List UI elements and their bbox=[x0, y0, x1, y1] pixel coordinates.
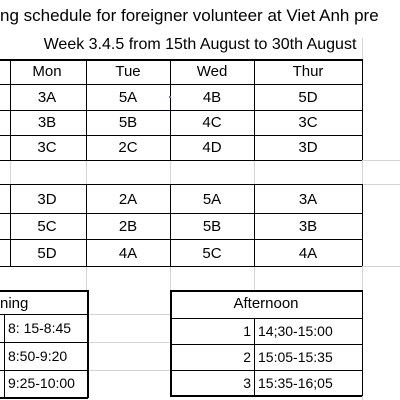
table-border bbox=[0, 370, 88, 371]
class-cell[interactable]: 4A bbox=[298, 245, 318, 262]
class-cell[interactable]: 3C bbox=[298, 114, 318, 131]
table-border bbox=[86, 59, 87, 160]
class-cell[interactable]: 3D bbox=[298, 139, 318, 156]
class-cell[interactable]: 5D bbox=[298, 89, 318, 106]
table-border bbox=[0, 239, 362, 240]
table-border bbox=[254, 184, 255, 266]
table-border bbox=[170, 395, 362, 397]
gridline bbox=[254, 266, 255, 290]
gridline bbox=[86, 266, 87, 290]
table-border bbox=[4, 314, 5, 398]
time-slot[interactable]: 8: 15-8:45 bbox=[8, 320, 72, 336]
morning-label: ning bbox=[0, 295, 29, 312]
class-cell[interactable]: 2B bbox=[118, 218, 138, 235]
time-slot[interactable]: 9:25-10:00 bbox=[8, 375, 75, 391]
table-border bbox=[10, 184, 11, 266]
slot-number[interactable]: 2 bbox=[243, 349, 251, 365]
time-slot[interactable]: 14;30-15:00 bbox=[258, 323, 333, 339]
gridline bbox=[86, 314, 170, 315]
table-border bbox=[0, 184, 362, 185]
stray-mark bbox=[169, 96, 171, 98]
table-border bbox=[0, 110, 362, 111]
day-header-mon: Mon bbox=[32, 63, 62, 80]
table-border bbox=[86, 184, 87, 266]
gridline bbox=[86, 160, 87, 184]
table-border bbox=[0, 266, 362, 267]
table-border bbox=[0, 84, 362, 85]
gridline bbox=[86, 342, 170, 343]
table-border bbox=[170, 59, 171, 160]
gridline bbox=[170, 266, 171, 290]
class-cell[interactable]: 4C bbox=[202, 114, 222, 131]
class-cell[interactable]: 2C bbox=[118, 139, 138, 156]
table-border bbox=[10, 59, 11, 160]
afternoon-label: Afternoon bbox=[233, 295, 299, 312]
class-cell[interactable]: 4B bbox=[202, 89, 222, 106]
slot-number[interactable]: 1 bbox=[243, 323, 251, 339]
table-border bbox=[0, 160, 362, 161]
class-cell[interactable]: 5C bbox=[37, 218, 57, 235]
table-border bbox=[362, 59, 363, 160]
class-cell[interactable]: 4A bbox=[118, 245, 138, 262]
table-border bbox=[254, 59, 255, 160]
table-border bbox=[0, 59, 362, 61]
schedule-subtitle: Week 3.4.5 from 15th August to 30th August bbox=[43, 36, 357, 53]
day-header-tue: Tue bbox=[115, 63, 141, 80]
class-cell[interactable]: 3B bbox=[37, 114, 57, 131]
class-cell[interactable]: 5B bbox=[118, 114, 138, 131]
class-cell[interactable]: 5C bbox=[202, 245, 222, 262]
table-border bbox=[170, 370, 362, 371]
table-border bbox=[254, 318, 255, 395]
day-header-thur: Thur bbox=[292, 63, 324, 80]
class-cell[interactable]: 3B bbox=[298, 218, 318, 235]
table-border bbox=[0, 213, 362, 214]
slot-number[interactable]: 3 bbox=[243, 375, 251, 391]
table-border bbox=[0, 342, 88, 343]
class-cell[interactable]: 5D bbox=[37, 245, 57, 262]
class-cell[interactable]: 2A bbox=[118, 191, 138, 208]
table-border bbox=[362, 290, 363, 396]
class-cell[interactable]: 3D bbox=[37, 191, 57, 208]
table-border bbox=[170, 290, 362, 292]
table-border bbox=[170, 318, 362, 319]
gridline bbox=[10, 160, 11, 184]
time-slot[interactable]: 8:50-9:20 bbox=[8, 348, 68, 364]
gridline bbox=[254, 160, 255, 184]
gridline bbox=[86, 370, 170, 371]
schedule-title: ng schedule for foreigner volunteer at Viet Anh pre bbox=[0, 6, 379, 25]
time-slot[interactable]: 15:35-16;05 bbox=[258, 375, 333, 391]
class-cell[interactable]: 5A bbox=[202, 191, 222, 208]
class-cell[interactable]: 3C bbox=[37, 139, 57, 156]
table-border bbox=[0, 397, 88, 399]
table-border bbox=[0, 314, 88, 315]
gridline bbox=[170, 160, 171, 184]
table-border bbox=[0, 290, 88, 292]
class-cell[interactable]: 3A bbox=[298, 191, 318, 208]
table-border bbox=[170, 344, 362, 345]
time-slot[interactable]: 15:05-15:35 bbox=[258, 349, 333, 365]
table-border bbox=[87, 290, 89, 398]
class-cell[interactable]: 5B bbox=[202, 218, 222, 235]
table-border bbox=[362, 184, 363, 266]
class-cell[interactable]: 3A bbox=[37, 89, 57, 106]
day-header-wed: Wed bbox=[196, 63, 228, 80]
table-border bbox=[170, 184, 171, 266]
table-border bbox=[170, 290, 172, 396]
class-cell[interactable]: 4D bbox=[202, 139, 222, 156]
class-cell[interactable]: 5A bbox=[118, 89, 138, 106]
table-border bbox=[0, 135, 362, 136]
